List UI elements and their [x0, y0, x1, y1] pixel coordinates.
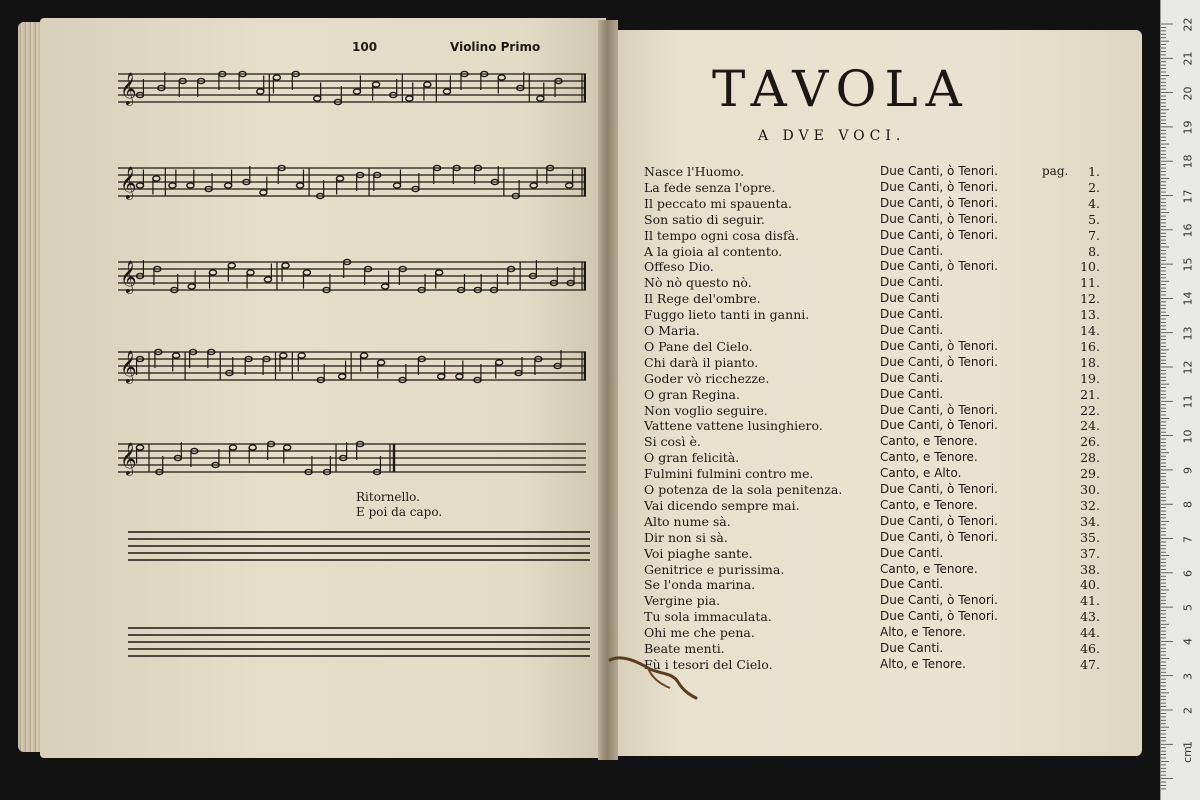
entry-title: O gran Regina. [644, 386, 740, 402]
ruler-number: 18 [1181, 154, 1195, 169]
entry-page: 26. [1080, 434, 1100, 450]
ruler-number: 17 [1181, 189, 1195, 203]
ruler-number: 19 [1181, 120, 1195, 135]
table-row [640, 164, 1100, 180]
music-staff-1 [118, 68, 586, 108]
entry-voices: Due Canti. [880, 386, 944, 401]
entry-voices: Due Canti. [880, 641, 944, 655]
entry-voices: Alto, e Tenore. [880, 625, 966, 640]
table-row [640, 323, 1100, 339]
entry-page: 44. [1080, 625, 1100, 641]
music-staff-3 [118, 256, 586, 296]
entry-voices: Due Canti. [880, 243, 944, 258]
entry-title: O potenza de la sola penitenza. [644, 482, 843, 497]
ink-stain [608, 652, 698, 702]
entry-voices: Canto, e Tenore. [880, 497, 978, 512]
entry-voices: Due Canti, ò Tenori. [880, 529, 998, 544]
svg-text:𝄞: 𝄞 [120, 260, 137, 293]
table-row [640, 244, 1100, 260]
table-row [640, 593, 1100, 609]
table-row [640, 228, 1100, 244]
table-row [640, 450, 1100, 466]
entry-title: Alto nume sà. [644, 513, 731, 529]
entry-title: Fuggo lieto tanti in ganni. [644, 307, 810, 323]
table-row [640, 196, 1100, 212]
entry-title: A la gioia al contento. [644, 243, 783, 259]
entry-title: Vattene vattene lusinghiero. [644, 418, 823, 434]
table-row [640, 562, 1100, 578]
ruler-number: 5 [1181, 604, 1195, 612]
entry-title: Se l'onda marina. [644, 577, 756, 593]
entry-page: 47. [1080, 656, 1100, 672]
table-row [640, 498, 1100, 514]
tavola-subtitle: A DVE VOCI. [758, 128, 906, 144]
entry-page: 8. [1088, 243, 1100, 259]
entry-voices: Due Canti. [880, 545, 944, 560]
ruler-number: 20 [1181, 86, 1195, 101]
entry-title: Goder vò ricchezze. [644, 370, 770, 386]
ruler-number: 6 [1181, 569, 1195, 577]
entry-voices: Due Canti, ò Tenori. [880, 593, 998, 608]
entry-page: 13. [1080, 307, 1100, 323]
entry-page: 4. [1088, 195, 1100, 211]
table-row [640, 530, 1100, 546]
ruler-number: 7 [1181, 535, 1195, 543]
entry-voices: Due Canti, ò Tenori. [880, 179, 998, 194]
ruler-number: 11 [1181, 394, 1195, 409]
entry-page: 14. [1080, 323, 1100, 338]
entry-page: 32. [1080, 497, 1100, 513]
ruler-number: 10 [1181, 429, 1195, 444]
music-staff-2 [118, 162, 586, 202]
table-row [640, 355, 1100, 371]
entry-page: 24. [1080, 418, 1100, 434]
table-row [640, 514, 1100, 530]
tavola-title: TAVOLA [712, 60, 970, 118]
table-row [640, 307, 1100, 323]
entry-voices: Canto, e Tenore. [880, 561, 978, 576]
entry-title: Si così è. [644, 434, 701, 450]
book-gutter [598, 20, 618, 760]
entry-title: Il peccato mi spauenta. [644, 195, 792, 211]
ruler-number: 3 [1181, 672, 1195, 680]
entry-voices: Due Canti. [880, 323, 944, 337]
entry-title: Fulmini fulmini contro me. [644, 466, 814, 482]
entry-page: 5. [1088, 211, 1100, 227]
ruler-number: 15 [1181, 257, 1195, 272]
entry-voices: Due Canti, ò Tenori. [880, 338, 998, 353]
entry-title: O Maria. [644, 323, 700, 338]
table-row [640, 403, 1100, 419]
ruler-number: 21 [1181, 51, 1195, 66]
entry-voices: Due Canti, ò Tenori. [880, 164, 998, 178]
table-row [640, 482, 1100, 498]
entry-page: 34. [1080, 513, 1100, 529]
table-row [640, 339, 1100, 355]
left-page-number: 100 [352, 40, 378, 54]
entry-title: Il tempo ogni cosa disfà. [644, 227, 800, 243]
music-staff-5 [118, 438, 586, 478]
entry-voices: Due Canti, ò Tenori. [880, 259, 998, 274]
entry-title: Tu sola immaculata. [644, 609, 772, 625]
entry-page: 12. [1080, 291, 1100, 307]
entry-voices: Due Canti, ò Tenori. [880, 482, 998, 496]
entry-title: Dir non si sà. [644, 529, 728, 545]
table-row [640, 546, 1100, 562]
table-row [640, 657, 1100, 673]
entry-page: 35. [1080, 529, 1100, 545]
entry-voices: Due Canti, ò Tenori. [880, 418, 998, 433]
ruler-number: 9 [1181, 466, 1195, 474]
entry-page: 41. [1080, 593, 1100, 609]
entry-voices: Due Canti [880, 291, 940, 306]
entry-page: 43. [1080, 609, 1100, 625]
measurement-ruler [1160, 0, 1200, 800]
entry-page: 37. [1080, 545, 1100, 561]
table-row [640, 418, 1100, 434]
table-row [640, 259, 1100, 275]
left-page-header-title: Violino Primo [450, 40, 541, 54]
table-row [640, 180, 1100, 196]
entry-voices: Due Canti. [880, 275, 944, 290]
ruler-number: 16 [1181, 223, 1195, 238]
entry-page: 28. [1080, 450, 1100, 466]
table-row [640, 371, 1100, 387]
entry-voices: Canto, e Tenore. [880, 450, 978, 465]
entry-page: 29. [1080, 466, 1100, 482]
entry-page: 21. [1080, 386, 1100, 402]
entry-title: Nò nò questo nò. [644, 275, 752, 291]
table-row [640, 641, 1100, 657]
entry-voices: Canto, e Alto. [880, 466, 962, 481]
entry-voices: Due Canti, ò Tenori. [880, 513, 998, 528]
entry-voices: Due Canti, ò Tenori. [880, 227, 998, 242]
table-row [640, 387, 1100, 403]
ruler-number: 14 [1181, 291, 1195, 306]
entry-voices: Due Canti, ò Tenori. [880, 609, 998, 624]
entry-voices: Due Canti, ò Tenori. [880, 195, 998, 210]
table-row [640, 275, 1100, 291]
page-column-label: pag. [1042, 164, 1069, 178]
entry-voices: Due Canti. [880, 577, 944, 592]
entry-page: 22. [1080, 402, 1100, 418]
da-capo-label: E poi da capo. [356, 505, 443, 519]
entry-title: Fù i tesori del Cielo. [644, 656, 773, 672]
table-row [640, 625, 1100, 641]
entry-voices: Due Canti. [880, 307, 944, 322]
music-staff-6-empty [128, 526, 590, 566]
table-row [640, 577, 1100, 593]
entry-voices: Due Canti, ò Tenori. [880, 354, 998, 369]
entry-title: Vergine pia. [644, 593, 721, 609]
entry-title: Vai dicendo sempre mai. [644, 497, 800, 513]
ruler-number: 8 [1181, 501, 1195, 509]
svg-text:𝄞: 𝄞 [120, 166, 137, 199]
entry-voices: Canto, e Tenore. [880, 434, 978, 449]
ruler-number: 1 [1181, 741, 1195, 749]
entry-title: Beate menti. [644, 641, 725, 656]
entry-title: Son satio di seguir. [644, 211, 765, 227]
entry-page: 10. [1080, 259, 1100, 275]
ruler-number: 4 [1181, 638, 1195, 646]
entry-page: 11. [1080, 275, 1100, 291]
entry-title: Il Rege del'ombre. [644, 291, 761, 307]
table-row [640, 434, 1100, 450]
ruler-number: 13 [1181, 326, 1195, 341]
entry-page: 38. [1080, 561, 1100, 577]
entry-voices: Due Canti. [880, 370, 944, 385]
entry-title: Chi darà il pianto. [644, 354, 759, 370]
table-row [640, 291, 1100, 307]
entry-title: Ohi me che pena. [644, 625, 755, 641]
entry-page: 19. [1080, 370, 1100, 386]
svg-text:𝄞: 𝄞 [120, 442, 137, 475]
entry-title: Nasce l'Huomo. [644, 164, 745, 179]
ruler-number: 12 [1181, 360, 1195, 375]
music-staff-4 [118, 346, 586, 386]
entry-title: Non voglio seguire. [644, 402, 768, 418]
svg-text:𝄞: 𝄞 [120, 72, 137, 105]
svg-text:𝄞: 𝄞 [120, 350, 137, 383]
music-staff-7-empty [128, 622, 590, 662]
entry-page: 46. [1080, 641, 1100, 656]
entry-title: La fede senza l'opre. [644, 179, 776, 195]
entry-page: 40. [1080, 577, 1100, 593]
ruler-number: 2 [1181, 707, 1195, 714]
table-row [640, 609, 1100, 625]
ritornello-label: Ritornello. [356, 490, 420, 504]
entry-page: 18. [1080, 354, 1100, 370]
entry-title: O Pane del Cielo. [644, 338, 753, 354]
ruler-unit-label: cm [1180, 746, 1194, 763]
entry-page: 1. [1088, 164, 1100, 179]
entry-title: Voi piaghe sante. [644, 545, 753, 561]
entry-title: Offeso Dio. [644, 259, 714, 275]
entry-page: 7. [1088, 227, 1100, 243]
ruler-number: 22 [1181, 17, 1195, 32]
entry-title: Genitrice e purissima. [644, 561, 785, 577]
entry-voices: Alto, e Tenore. [880, 656, 966, 671]
table-row [640, 466, 1100, 482]
entry-voices: Due Canti, ò Tenori. [880, 402, 998, 417]
entry-page: 16. [1080, 338, 1100, 354]
entry-voices: Due Canti, ò Tenori. [880, 211, 998, 226]
entry-page: 30. [1080, 482, 1100, 497]
table-row [640, 212, 1100, 228]
entry-page: 2. [1088, 179, 1100, 195]
entry-title: O gran felicità. [644, 450, 740, 466]
